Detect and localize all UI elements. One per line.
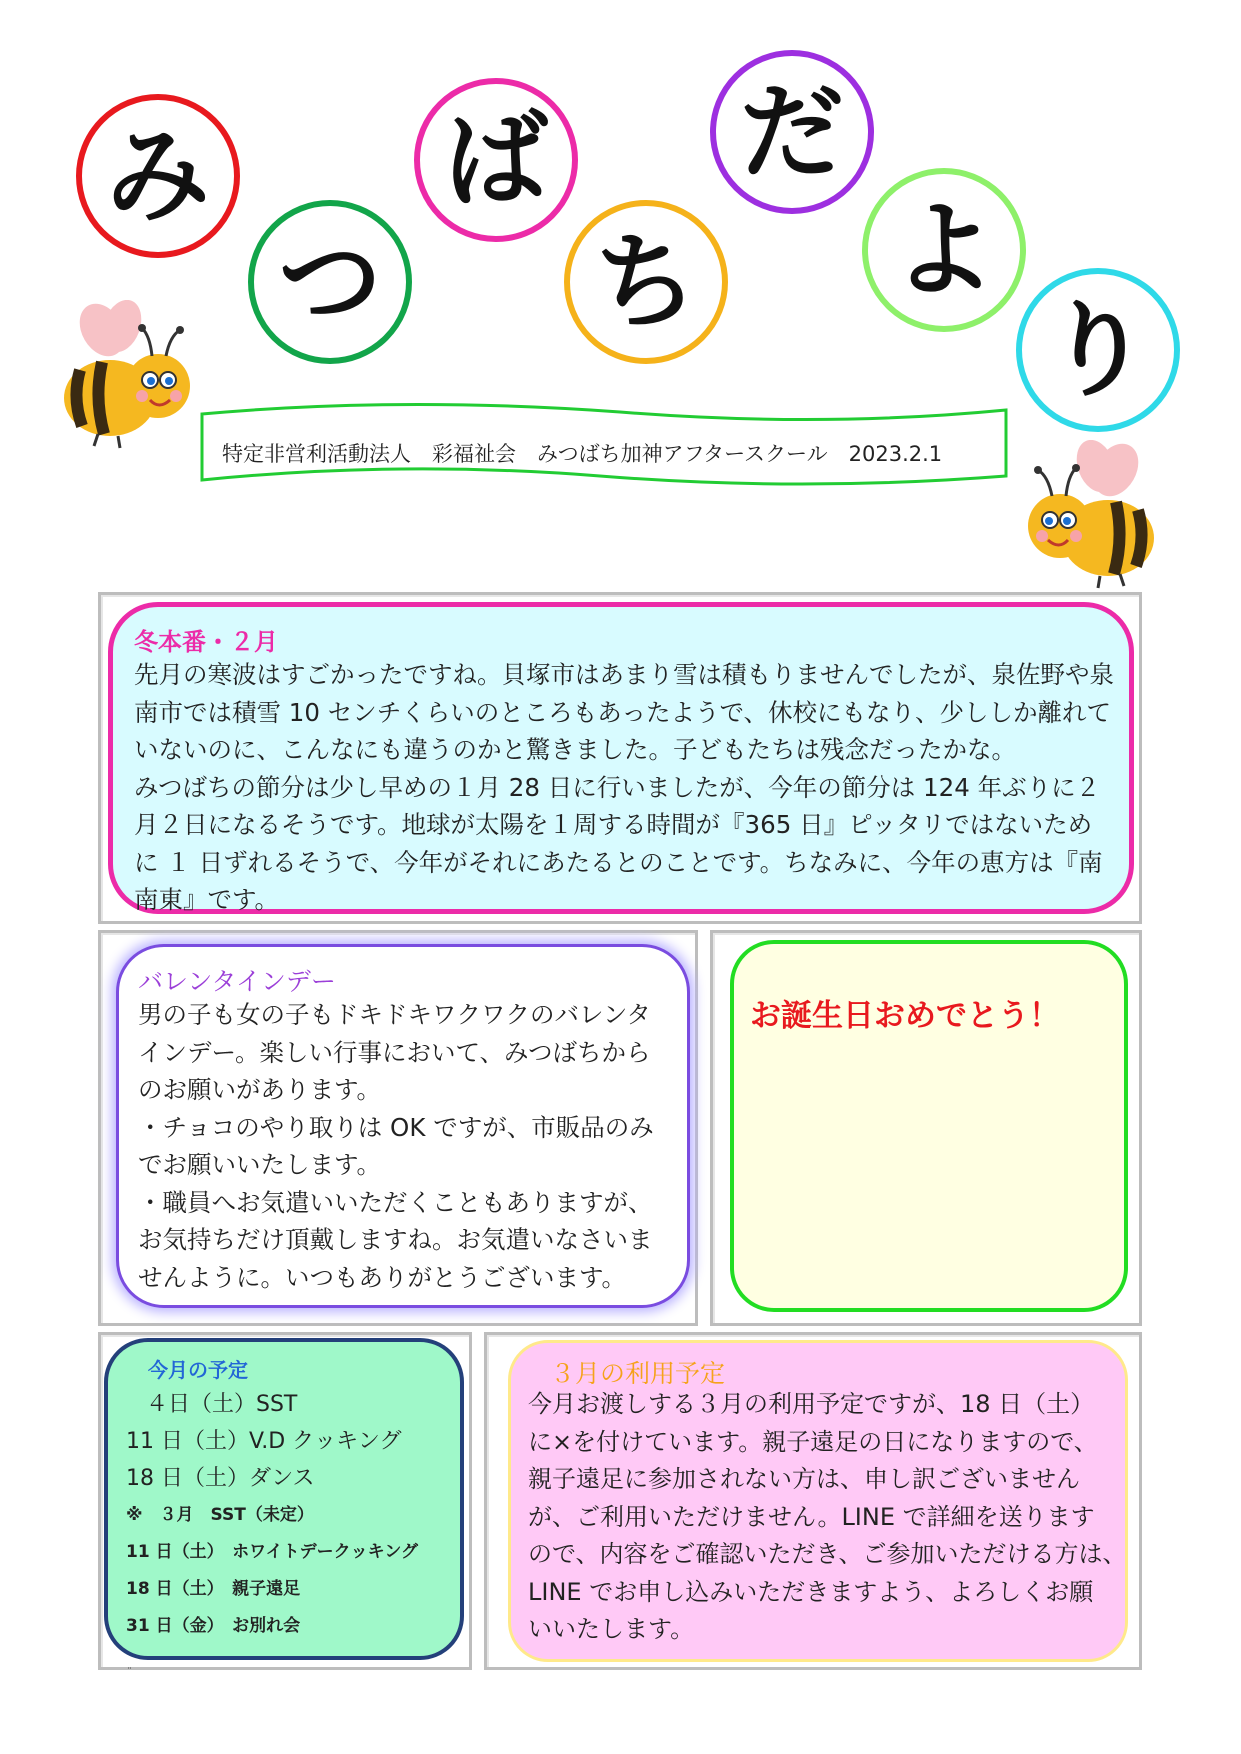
list-item: ※ ３月 SST（未定） [126, 1505, 314, 1525]
valentine-text [138, 996, 698, 1296]
title-char: よ [891, 189, 996, 311]
text-line: インデー。楽しい行事において、みつばちから [138, 1037, 651, 1067]
text-line: 月２日になるそうです。地球が太陽を１周する時間が『365 日』ピッタリではないため [134, 810, 1093, 839]
winter-title: 冬本番・２月 [134, 628, 278, 656]
list-item: 11 日（土）V.D クッキング [126, 1429, 402, 1454]
text-line: ので、内容をご確認いただき、ご参加いただける方は、 [528, 1540, 1127, 1568]
title-char: だ [739, 71, 844, 193]
winter-text [134, 656, 1134, 919]
march-text [528, 1386, 1128, 1649]
text-line: お気持ちだけ頂戴しますね。お気遣いなさいま [138, 1225, 653, 1254]
text-line: せんように。いつもありがとうございます。 [138, 1262, 627, 1292]
title-circle-ba [414, 78, 578, 242]
march-title: ３月の利用予定 [550, 1359, 726, 1388]
title-circle-tsu [248, 200, 412, 364]
birthday-title: お誕生日おめでとう！ [750, 998, 1060, 1034]
title-circle-da [710, 50, 874, 214]
list-item: 31 日（金） お別れ会 [126, 1616, 301, 1636]
text-line: いないのに、こんなにも違うのかと驚きました。子どもたちは残念だったかな。 [134, 735, 1016, 764]
text-line: いいたします。 [528, 1615, 695, 1643]
organization-line: 特定非営利活動法人 彩福祉会 みつばち加神アフタースクール 2023.2.1 [222, 442, 943, 466]
text-line: ・チョコのやり取りは OK ですが、市販品のみ [138, 1112, 654, 1142]
text-line: 今月お渡しする３月の利用予定ですが、18 日（土） [528, 1390, 1095, 1418]
text-line: に×を付けています。親子遠足の日になりますので、 [528, 1427, 1098, 1456]
text-line: みつばちの節分は少し早めの１月 28 日に行いましたが、今年の節分は 124 年ぶりに２ [134, 772, 1101, 802]
list-item: 11 日（土） ホワイトデークッキング [126, 1542, 419, 1562]
title-circle-chi [564, 200, 728, 364]
list-item: 18 日（土） 親子遠足 [126, 1579, 301, 1599]
title-circle-mi [76, 94, 240, 258]
text-line: LINE でお申し込みいただきますよう、よろしくお願 [528, 1577, 1094, 1606]
schedule-list [126, 1386, 418, 1645]
text-line: 男の子も女の子もドキドキワクワクのバレンタ [138, 1000, 651, 1029]
footer-mark: ¨ [127, 1667, 132, 1678]
bee-left-icon [58, 300, 198, 450]
title-char: ち [593, 221, 698, 343]
list-item: ４日（土）SST [146, 1392, 298, 1417]
text-line: でお願いいたします。 [138, 1150, 382, 1179]
schedule-title: 今月の予定 [148, 1358, 248, 1382]
title-char: み [105, 115, 210, 237]
title-circle-yo [862, 168, 1026, 332]
text-line: が、ご利用いただけません。LINE で詳細を送ります [528, 1502, 1095, 1531]
bee-right-icon [1020, 440, 1160, 590]
title-char: ば [443, 99, 548, 221]
text-line: に １ 日ずれるそうで、今年がそれにあたるとのことです。ちなみに、今年の恵方は『南 [134, 847, 1103, 877]
valentine-title: バレンタインデー [138, 967, 336, 996]
list-item: 18 日（土）ダンス [126, 1466, 315, 1491]
text-line: のお願いがあります。 [138, 1075, 382, 1104]
text-line: 南東』です。 [134, 885, 280, 914]
text-line: 先月の寒波はすごかったですね。貝塚市はあまり雪は積もりませんでしたが、泉佐野や泉 [134, 660, 1114, 689]
title-char: り [1045, 289, 1150, 411]
title-circle-ri [1016, 268, 1180, 432]
text-line: 親子遠足に参加されない方は、申し訳ございません [528, 1465, 1080, 1493]
text-line: ・職員へお気遣いいただくこともありますが、 [138, 1187, 653, 1217]
text-line: 南市では積雪 10 センチくらいのところもあったようで、休校にもなり、少ししか離れて [134, 697, 1112, 727]
title-char: つ [277, 221, 382, 343]
